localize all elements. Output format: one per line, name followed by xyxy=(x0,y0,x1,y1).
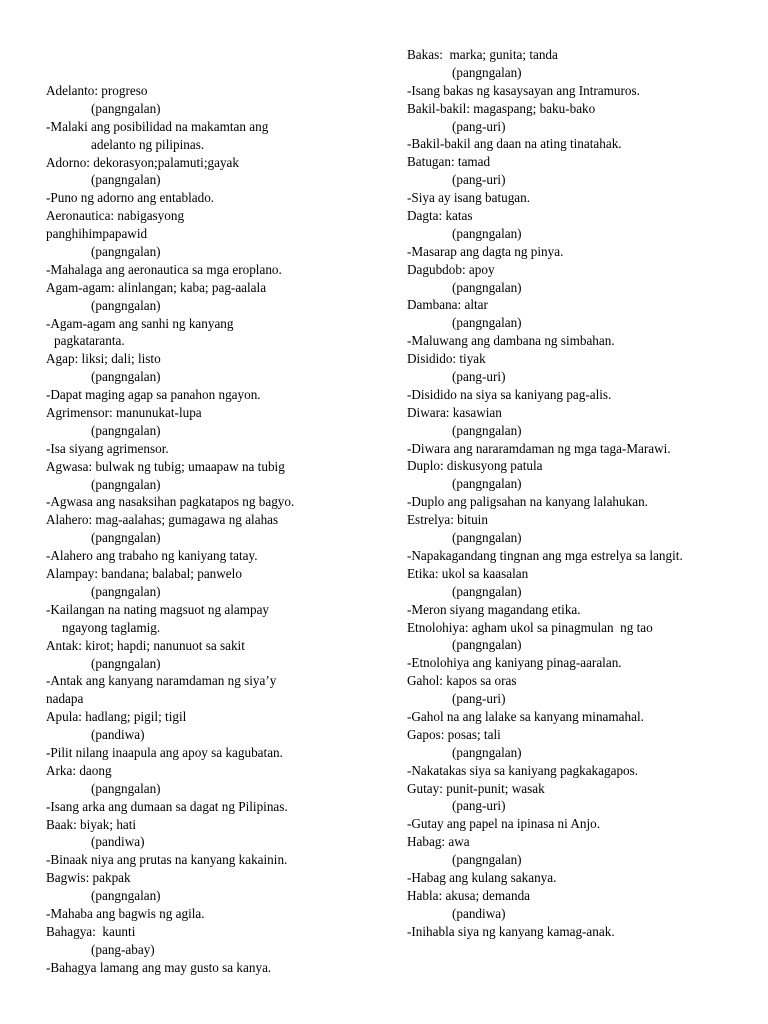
part-of-speech: (pang-abay) xyxy=(91,941,155,957)
example-sentence: -Binaak niya ang prutas na kanyang kakainin. xyxy=(46,852,288,868)
entry-term-line: Dagubdob: apoy xyxy=(407,261,495,277)
part-of-speech: (pangngalan) xyxy=(91,297,161,313)
part-of-speech: (pandiwa) xyxy=(91,727,145,743)
example-continuation: ngayong taglamig. xyxy=(62,619,161,635)
entry-term-line: nadapa xyxy=(46,691,84,707)
example-sentence: -Pilit nilang inaapula ang apoy sa kagubatan. xyxy=(46,744,283,760)
example-sentence: -Gutay ang papel na ipinasa ni Anjo. xyxy=(407,816,601,832)
example-sentence: -Isang bakas ng kasaysayan ang Intramuros. xyxy=(407,82,640,98)
example-sentence: -Siya ay isang batugan. xyxy=(407,190,531,206)
entry-term-line: Habag: awa xyxy=(407,834,470,850)
part-of-speech: (pangngalan) xyxy=(452,225,522,241)
example-sentence: -Mahalaga ang aeronautica sa mga eroplano. xyxy=(46,261,282,277)
entry-term-line: Gahol: kapos sa oras xyxy=(407,673,517,689)
part-of-speech: (pangngalan) xyxy=(452,315,522,331)
entry-term-line: Batugan: tamad xyxy=(407,154,491,170)
example-sentence: -Mahaba ang bagwis ng agila. xyxy=(46,905,205,921)
example-sentence: -Napakagandang tingnan ang mga estrelya sa langit. xyxy=(407,547,683,563)
example-sentence: -Duplo ang paligsahan na kanyang lalahukan. xyxy=(407,494,648,510)
entry-term-line: Gutay: punit-punit; wasak xyxy=(407,780,545,796)
part-of-speech: (pangngalan) xyxy=(452,852,522,868)
example-sentence: -Nakatakas siya sa kaniyang pagkakagapos. xyxy=(407,762,639,778)
entry-term-line: Baak: biyak; hati xyxy=(46,816,137,832)
part-of-speech: (pangngalan) xyxy=(91,780,161,796)
part-of-speech: (pangngalan) xyxy=(91,476,161,492)
entry-term-line: Gapos: posas; tali xyxy=(407,726,501,742)
entry-term-line: Estrelya: bituin xyxy=(407,512,488,528)
part-of-speech: (pangngalan) xyxy=(452,279,522,295)
example-sentence: -Isang arka ang dumaan sa dagat ng Pilipinas. xyxy=(46,798,288,814)
example-sentence: -Agam-agam ang sanhi ng kanyang xyxy=(46,315,234,331)
example-sentence: -Etnolohiya ang kaniyang pinag-aaralan. xyxy=(407,655,622,671)
example-sentence: -Malaki ang posibilidad na makamtan ang xyxy=(46,118,269,134)
example-sentence: -Disidido na siya sa kaniyang pag-alis. xyxy=(407,386,612,402)
entry-term-line: Alampay: bandana; balabal; panwelo xyxy=(46,566,242,582)
example-continuation: pagkataranta. xyxy=(54,333,125,349)
example-sentence: -Inihabla siya ng kanyang kamag-anak. xyxy=(407,923,615,939)
entry-term-line: Agam-agam: alinlangan; kaba; pag-aalala xyxy=(46,279,267,295)
entry-term-line: Etnolohiya: agham ukol sa pinagmulan ng tao xyxy=(407,619,653,635)
part-of-speech: (pangngalan) xyxy=(91,888,161,904)
entry-term-line: Duplo: diskusyong patula xyxy=(407,458,543,474)
entry-term-line: Alahero: mag-aalahas; gumagawa ng alahas xyxy=(46,512,279,528)
entry-term-line: Bakil-bakil: magaspang; baku-bako xyxy=(407,100,596,116)
example-sentence: -Antak ang kanyang naramdaman ng siya’y xyxy=(46,673,277,689)
part-of-speech: (pangngalan) xyxy=(91,172,161,188)
entry-term-line: Habla: akusa; demanda xyxy=(407,887,531,903)
example-sentence: -Alahero ang trabaho ng kaniyang tatay. xyxy=(46,548,258,564)
part-of-speech: (pangngalan) xyxy=(91,369,161,385)
entry-term-line: Disidido: tiyak xyxy=(407,351,486,367)
example-sentence: -Masarap ang dagta ng pinya. xyxy=(407,243,564,259)
entry-term-line: Adorno: dekorasyon;palamuti;gayak xyxy=(46,154,240,170)
example-sentence: -Bakil-bakil ang daan na ating tinatahak. xyxy=(407,136,622,152)
example-sentence: -Dapat maging agap sa panahon ngayon. xyxy=(46,387,261,403)
example-sentence: -Puno ng adorno ang entablado. xyxy=(46,190,215,206)
part-of-speech: (pangngalan) xyxy=(452,422,522,438)
entry-term-line: Bahagya: kaunti xyxy=(46,923,136,939)
example-continuation: adelanto ng pilipinas. xyxy=(91,136,205,152)
example-sentence: -Diwara ang nararamdaman ng mga taga-Marawi. xyxy=(407,440,671,456)
part-of-speech: (pangngalan) xyxy=(452,530,522,546)
entry-term-line: Antak: kirot; hapdi; nanunuot sa sakit xyxy=(46,637,245,653)
entry-term-line: Etika: ukol sa kaasalan xyxy=(407,565,529,581)
example-sentence: -Maluwang ang dambana ng simbahan. xyxy=(407,333,615,349)
entry-term-line: Adelanto: progreso xyxy=(46,83,148,98)
part-of-speech: (pandiwa) xyxy=(452,905,506,921)
part-of-speech: (pangngalan) xyxy=(452,64,522,80)
entry-term-line: Dagta: katas xyxy=(407,208,473,224)
part-of-speech: (pangngalan) xyxy=(91,655,161,671)
example-sentence: -Agwasa ang nasaksihan pagkatapos ng bagyo. xyxy=(46,494,295,510)
entry-term-line: Aeronautica: nabigasyong xyxy=(46,208,185,224)
part-of-speech: (pangngalan) xyxy=(452,744,522,760)
left-column xyxy=(46,82,376,977)
example-sentence: -Kailangan na nating magsuot ng alampay xyxy=(46,601,270,617)
entry-term-line: Bagwis: pakpak xyxy=(46,870,131,886)
part-of-speech: (pang-uri) xyxy=(452,118,506,134)
entry-term-line: panghihimpapawid xyxy=(46,226,148,242)
example-sentence: -Meron siyang magandang etika. xyxy=(407,601,581,617)
entry-term-line: Bakas: marka; gunita; tanda xyxy=(407,47,558,62)
example-sentence: -Habag ang kulang sakanya. xyxy=(407,869,557,885)
part-of-speech: (pangngalan) xyxy=(452,476,522,492)
part-of-speech: (pang-uri) xyxy=(452,798,506,814)
entry-term-line: Arka: daong xyxy=(46,762,112,778)
entry-term-line: Apula: hadlang; pigil; tigil xyxy=(46,709,187,725)
part-of-speech: (pangngalan) xyxy=(452,583,522,599)
part-of-speech: (pangngalan) xyxy=(91,422,161,438)
entry-term-line: Dambana: altar xyxy=(407,297,488,313)
part-of-speech: (pang-uri) xyxy=(452,172,506,188)
part-of-speech: (pang-uri) xyxy=(452,691,506,707)
entry-term-line: Agwasa: bulwak ng tubig; umaapaw na tubig xyxy=(46,458,285,474)
part-of-speech: (pangngalan) xyxy=(91,583,161,599)
part-of-speech: (pangngalan) xyxy=(91,244,161,260)
part-of-speech: (pang-uri) xyxy=(452,369,506,385)
entry-term-line: Diwara: kasawian xyxy=(407,404,502,420)
example-sentence: -Gahol na ang lalake sa kanyang minamahal. xyxy=(407,708,644,724)
example-sentence: -Bahagya lamang ang may gusto sa kanya. xyxy=(46,959,272,975)
part-of-speech: (pangngalan) xyxy=(91,530,161,546)
part-of-speech: (pandiwa) xyxy=(91,834,145,850)
part-of-speech: (pangngalan) xyxy=(452,637,522,653)
entry-term-line: Agrimensor: manunukat-lupa xyxy=(46,405,202,421)
part-of-speech: (pangngalan) xyxy=(91,100,161,116)
entry-term-line: Agap: liksi; dali; listo xyxy=(46,351,161,367)
right-column xyxy=(407,46,757,941)
example-sentence: -Isa siyang agrimensor. xyxy=(46,440,169,456)
